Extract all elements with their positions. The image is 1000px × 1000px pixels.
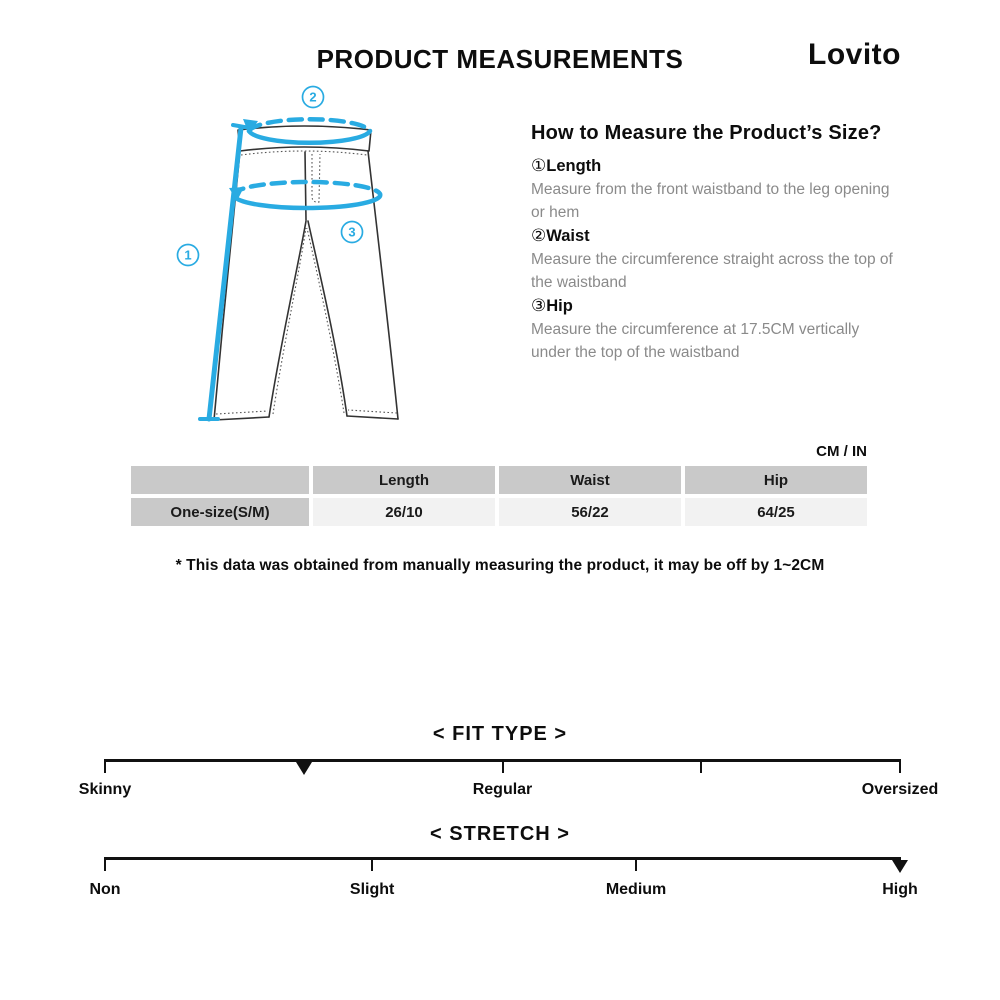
circled-3-icon: ③ (531, 296, 547, 315)
unit-label: CM / IN (816, 443, 867, 460)
scale-label-skinny: Skinny (78, 781, 132, 798)
hip-measure-ellipse (234, 182, 380, 208)
stretch-scale-labels (89, 881, 918, 901)
instruction-label: ③Hip (531, 296, 573, 315)
scale-label-high: High (882, 881, 918, 898)
fit-type-scale-labels (78, 781, 939, 801)
length-measure-line (200, 125, 250, 419)
table-value-waist: 56/22 (499, 498, 681, 526)
fit-type-title: < FIT TYPE > (432, 723, 568, 745)
table-value-hip: 64/25 (685, 498, 867, 526)
svg-text:3: 3 (348, 224, 356, 240)
pants-outline (214, 126, 398, 420)
table-header-length: Length (313, 466, 495, 494)
scale-label-oversized: Oversized (861, 781, 939, 798)
scale-tick (502, 759, 504, 773)
measurement-note: * This data was obtained from manually measuring the product, it may be off by 1~2CM (175, 557, 825, 574)
brand-logo: Lovito (808, 38, 901, 71)
scale-label-non: Non (89, 881, 121, 898)
waist-measure-ellipse (249, 119, 370, 143)
scale-tick (899, 759, 901, 773)
svg-text:2: 2 (309, 89, 317, 105)
instructions-heading: How to Measure the Product’s Size? (531, 122, 882, 144)
stretch-scale-line (105, 857, 900, 860)
scale-label-slight: Slight (349, 881, 395, 898)
table-value-length: 26/10 (313, 498, 495, 526)
callout-length (178, 245, 199, 266)
table-header-hip: Hip (685, 466, 867, 494)
scale-label-medium: Medium (605, 881, 667, 898)
instruction-item-waist (531, 224, 893, 294)
size-table (131, 466, 867, 526)
fit-type-scale-line (105, 759, 900, 762)
circled-1-icon: ① (531, 156, 547, 175)
table-header-blank (131, 466, 309, 494)
scale-tick (635, 857, 637, 871)
stretch-title: < STRETCH > (430, 823, 570, 845)
instruction-label: ①Length (531, 156, 602, 175)
svg-text:1: 1 (184, 247, 192, 263)
instruction-desc: Measure the circumference straight across the top of the waistband (531, 251, 893, 291)
table-row-label: One-size(S/M) (131, 498, 309, 526)
scale-marker-triangle-icon (892, 860, 908, 873)
page-title: PRODUCT MEASUREMENTS (316, 44, 684, 74)
instruction-label: ②Waist (531, 226, 590, 245)
instruction-item-length (531, 154, 893, 224)
circled-2-icon: ② (531, 226, 547, 245)
measure-instructions (531, 122, 893, 364)
callout-hip (342, 222, 363, 243)
instruction-item-hip (531, 294, 893, 364)
instruction-desc: Measure the circumference at 17.5CM vertically under the top of the waistband (531, 321, 860, 361)
scale-tick (104, 857, 106, 871)
scale-tick (104, 759, 106, 773)
scale-tick (700, 759, 702, 773)
scale-marker-triangle-icon (296, 762, 312, 775)
instruction-desc: Measure from the front waistband to the leg opening or hem (531, 181, 890, 221)
scale-tick (371, 857, 373, 871)
scale-label-regular: Regular (472, 781, 533, 798)
pants-diagram (150, 80, 480, 440)
callout-waist (303, 87, 324, 108)
table-header-waist: Waist (499, 466, 681, 494)
